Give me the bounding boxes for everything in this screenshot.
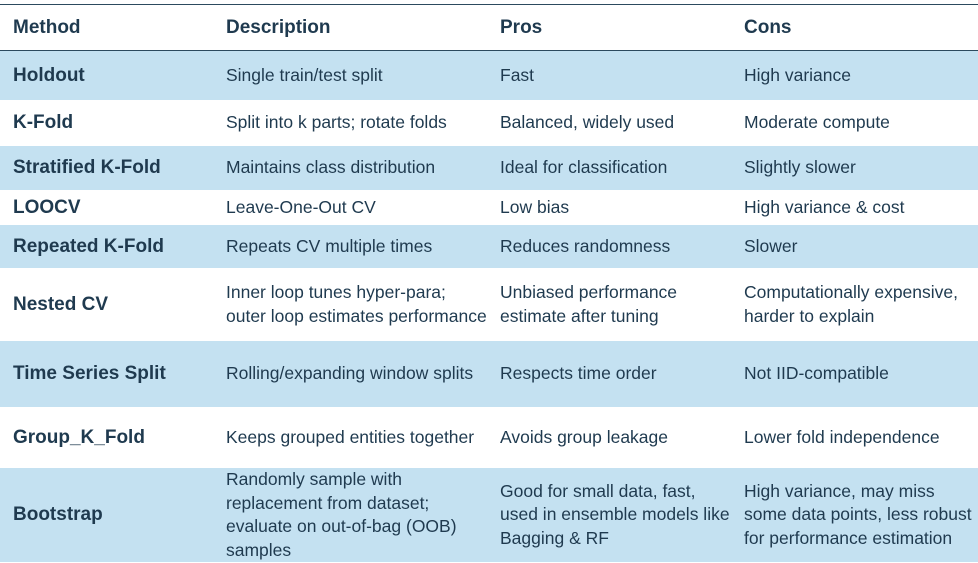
table-row: [0, 191, 978, 225]
cell-description: Maintains class distribution: [226, 157, 436, 178]
cell-description: Randomly sample with replacement from dataset; evaluate on out-of-bag (OOB) samples: [226, 469, 457, 560]
cell-description: Split into k parts; rotate folds: [226, 112, 447, 133]
cell-pros: Respects time order: [500, 363, 657, 384]
cell-method: Holdout: [13, 64, 85, 86]
cell-description: Repeats CV multiple times: [226, 235, 433, 256]
cell-cons: High variance: [744, 64, 851, 85]
cell-cons: Computationally expensive, harder to explain: [744, 282, 959, 326]
table-row: [0, 269, 978, 341]
cell-method: K-Fold: [13, 112, 74, 134]
cell-pros: Balanced, widely used: [500, 112, 675, 133]
table-row: [0, 468, 978, 563]
cell-description: Rolling/expanding window splits: [226, 363, 474, 384]
cell-method: Nested CV: [13, 293, 109, 315]
cell-pros: Reduces randomness: [500, 235, 671, 256]
table-row: [0, 51, 978, 101]
header-description: Description: [226, 16, 331, 38]
cell-pros: Unbiased performance estimate after tuning: [500, 282, 678, 326]
cell-pros: Avoids group leakage: [500, 426, 668, 447]
header-pros: Pros: [500, 16, 543, 38]
cell-cons: Not IID-compatible: [744, 363, 889, 384]
cell-method: Repeated K-Fold: [13, 235, 164, 257]
table-row: [0, 225, 978, 269]
cell-pros: Ideal for classification: [500, 157, 668, 178]
cell-method: LOOCV: [13, 196, 81, 218]
cell-description: Leave-One-Out CV: [226, 196, 376, 217]
cell-method: Bootstrap: [13, 504, 103, 526]
cell-cons: Slower: [744, 235, 798, 256]
table-row: [0, 101, 978, 146]
cross-validation-table: [0, 4, 978, 563]
cell-pros: Good for small data, fast, used in ensemble models like Bagging & RF: [500, 480, 730, 548]
table-row: [0, 341, 978, 408]
cell-cons: High variance & cost: [744, 196, 905, 217]
cell-cons: Moderate compute: [744, 112, 890, 133]
cell-cons: High variance, may miss some data points, less robust for performance estimation: [744, 480, 972, 548]
table-header-row: [0, 5, 978, 51]
cell-description: Inner loop tunes hyper-para; outer loop estimates performance: [226, 282, 487, 326]
cell-method: Time Series Split: [13, 363, 166, 385]
cell-cons: Lower fold independence: [744, 426, 940, 447]
cell-pros: Fast: [500, 64, 535, 85]
table-row: [0, 408, 978, 468]
cell-method: Stratified K-Fold: [13, 157, 161, 179]
cell-method: Group_K_Fold: [13, 426, 145, 448]
header-method: Method: [13, 16, 81, 38]
cell-cons: Slightly slower: [744, 157, 856, 178]
header-cons: Cons: [744, 16, 792, 38]
cell-description: Single train/test split: [226, 64, 383, 85]
cell-description: Keeps grouped entities together: [226, 426, 475, 447]
table-row: [0, 146, 978, 191]
cell-pros: Low bias: [500, 196, 570, 217]
